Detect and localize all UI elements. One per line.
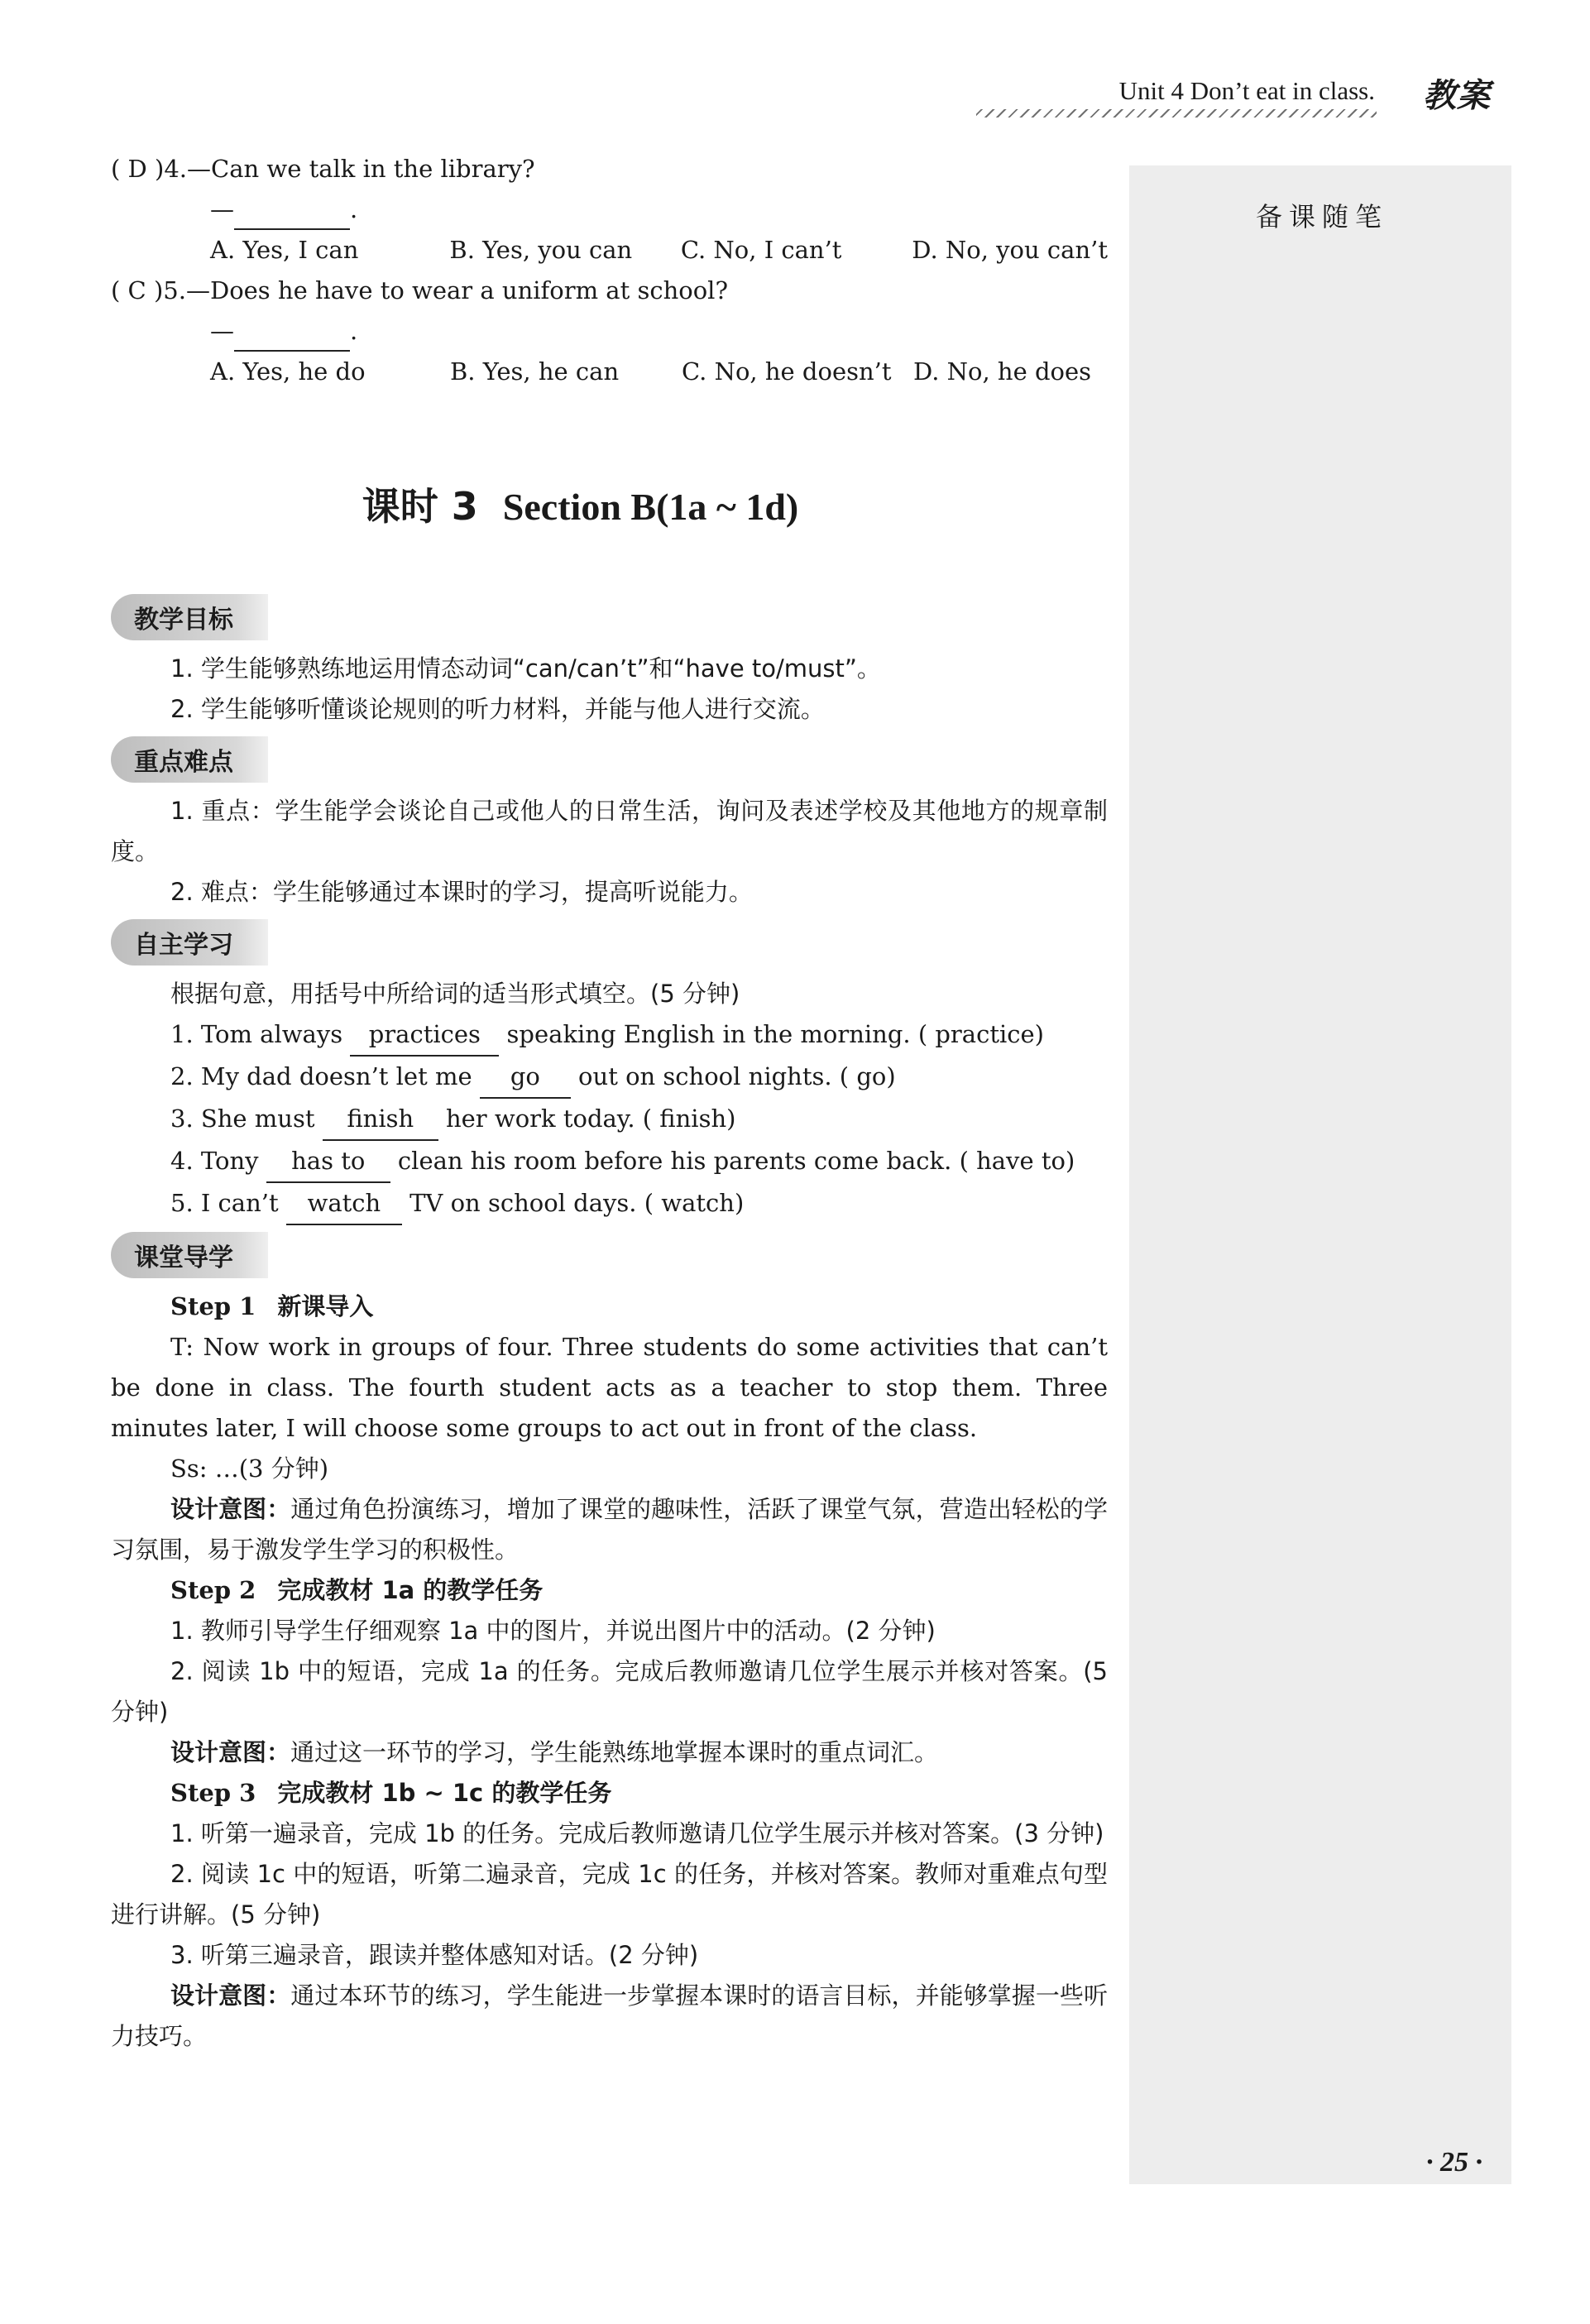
blank-line [234,322,350,352]
fill-item [111,1057,1108,1099]
sentence-end: clean his room before his parents come back. ( have to) [390,1147,1075,1175]
step-item: 2. 阅读 1c 中的短语，听第二遍录音，完成 1c 的任务，并核对答案。教师对重难点句型进行讲解。(5 分钟) [111,1860,1108,1929]
option-b: B. Yes, you can [449,236,633,264]
self-intro: 根据句意，用括号中所给词的适当形式填空。(5 分钟) [170,980,740,1008]
brand-label: 教案 [1423,77,1491,115]
unit-title: Unit 4 Don’t eat in class. [1118,76,1375,105]
filled-answer: watch [286,1183,402,1225]
sentence-end: TV on school days. ( watch) [401,1189,745,1217]
question-5 [111,271,1108,311]
step-title: 新课导入 [277,1292,374,1320]
key-item: 2. 难点：学生能够通过本课时的学习，提高听说能力。 [170,878,753,906]
filled-answer: practices [350,1014,499,1057]
page-number: · 25 · [1426,2147,1482,2178]
options-row [111,352,1108,392]
section-tag-class: 课堂导学 [111,1232,268,1278]
goal-item: 2. 学生能够听懂谈论规则的听力材料，并能与他人进行交流。 [170,695,825,723]
option-a: A. Yes, I can [210,236,359,264]
fill-item [111,1141,1108,1183]
fill-item [111,1099,1108,1141]
step-item: 1. 教师引导学生仔细观察 1a 中的图片，并说出图片中的活动。(2 分钟) [170,1617,936,1645]
step-label: Step 1 [170,1292,256,1320]
option-c: C. No, he doesn’t [682,357,892,386]
sentence-start: 1. Tom always [170,1020,351,1048]
lesson-number: 课时 3 [362,484,478,529]
option-c: C. No, I can’t [680,236,842,264]
section-tag-goals: 教学目标 [111,594,268,640]
intent-label: 设计意图： [170,1495,291,1523]
answer-mark: ( D ) [111,155,165,183]
question-number: 5. [163,276,186,304]
option-d: D. No, you can’t [912,236,1108,264]
students-response: Ss: …(3 分钟) [170,1454,329,1483]
answer-blank: — . [111,189,1108,230]
question-prompt: —Does he have to wear a uniform at school? [185,276,729,304]
intent-text: 通过角色扮演练习，增加了课堂的趣味性，活跃了课堂气氛，营造出轻松的学习氛围，易于激发学生学习的积极性。 [111,1495,1108,1564]
sentence-start: 5. I can’t [170,1189,286,1217]
notes-title: 备课随笔 [1256,201,1389,232]
design-intent [111,1976,1108,2057]
lesson-title [111,477,1108,531]
filled-answer: has to [266,1141,390,1183]
sentence-end: speaking English in the morning. ( practice) [499,1020,1044,1048]
answer-blank: — . [111,311,1108,352]
option-b: B. Yes, he can [450,357,620,386]
blank-line [234,200,350,230]
main-content [111,149,1108,2057]
sentence-start: 4. Tony [170,1147,266,1175]
step-2-heading [111,1570,1108,1611]
section-tag-self: 自主学习 [111,919,268,966]
page-header [976,71,1491,121]
teacher-speech: T: Now work in groups of four. Three students do some activities that can’t be done in class. The fourth student acts as a teacher to stop them. Three minutes later, I will choose some groups to act out in front of the class. [111,1333,1108,1442]
design-intent [111,1732,1108,1773]
step-title: 完成教材 1b ~ 1c 的教学任务 [277,1779,612,1807]
sentence-end: her work today. ( finish) [438,1104,736,1133]
intent-text: 通过本环节的练习，学生能进一步掌握本课时的语言目标，并能够掌握一些听力技巧。 [111,1981,1108,2050]
sentence-start: 3. She must [170,1104,323,1133]
step-label: Step 2 [170,1576,256,1604]
step-item: 3. 听第三遍录音，跟读并整体感知对话。(2 分钟) [170,1941,699,1969]
notes-column [1129,165,1511,2184]
step-label: Step 3 [170,1779,256,1807]
goal-item: 1. 学生能够熟练地运用情态动词“can/can’t”和“have to/must”。 [170,654,881,683]
lesson-section: Section B(1a ~ 1d) [502,486,799,528]
sentence-start: 2. My dad doesn’t let me [170,1062,480,1090]
dash: — [210,195,234,223]
question-4 [111,149,1108,189]
answer-mark: ( C ) [111,276,164,304]
wavy-divider [976,109,1377,117]
intent-label: 设计意图： [170,1738,291,1766]
dash: — [210,317,234,345]
question-prompt: —Can we talk in the library? [187,155,535,183]
options-row [111,230,1108,271]
design-intent [111,1489,1108,1570]
intent-label: 设计意图： [170,1981,291,2010]
option-d: D. No, he does [913,357,1092,386]
section-tag-key: 重点难点 [111,736,268,783]
step-item: 2. 阅读 1b 中的短语，完成 1a 的任务。完成后教师邀请几位学生展示并核对答案。(5 分钟) [111,1657,1108,1726]
step-item: 1. 听第一遍录音，完成 1b 的任务。完成后教师邀请几位学生展示并核对答案。(3 分钟) [170,1819,1104,1847]
fill-item [111,1014,1108,1057]
option-a: A. Yes, he do [210,357,366,386]
intent-text: 通过这一环节的学习，学生能熟练地掌握本课时的重点词汇。 [290,1738,939,1766]
key-item: 1. 重点：学生能学会谈论自己或他人的日常生活，询问及表述学校及其他地方的规章制度。 [111,797,1108,865]
fill-item [111,1183,1108,1225]
filled-answer: go [480,1057,571,1099]
question-number: 4. [164,155,187,183]
filled-answer: finish [323,1099,438,1141]
step-1-heading [111,1287,1108,1327]
step-title: 完成教材 1a 的教学任务 [277,1576,544,1604]
step-3-heading [111,1773,1108,1814]
sentence-end: out on school nights. ( go) [570,1062,896,1090]
